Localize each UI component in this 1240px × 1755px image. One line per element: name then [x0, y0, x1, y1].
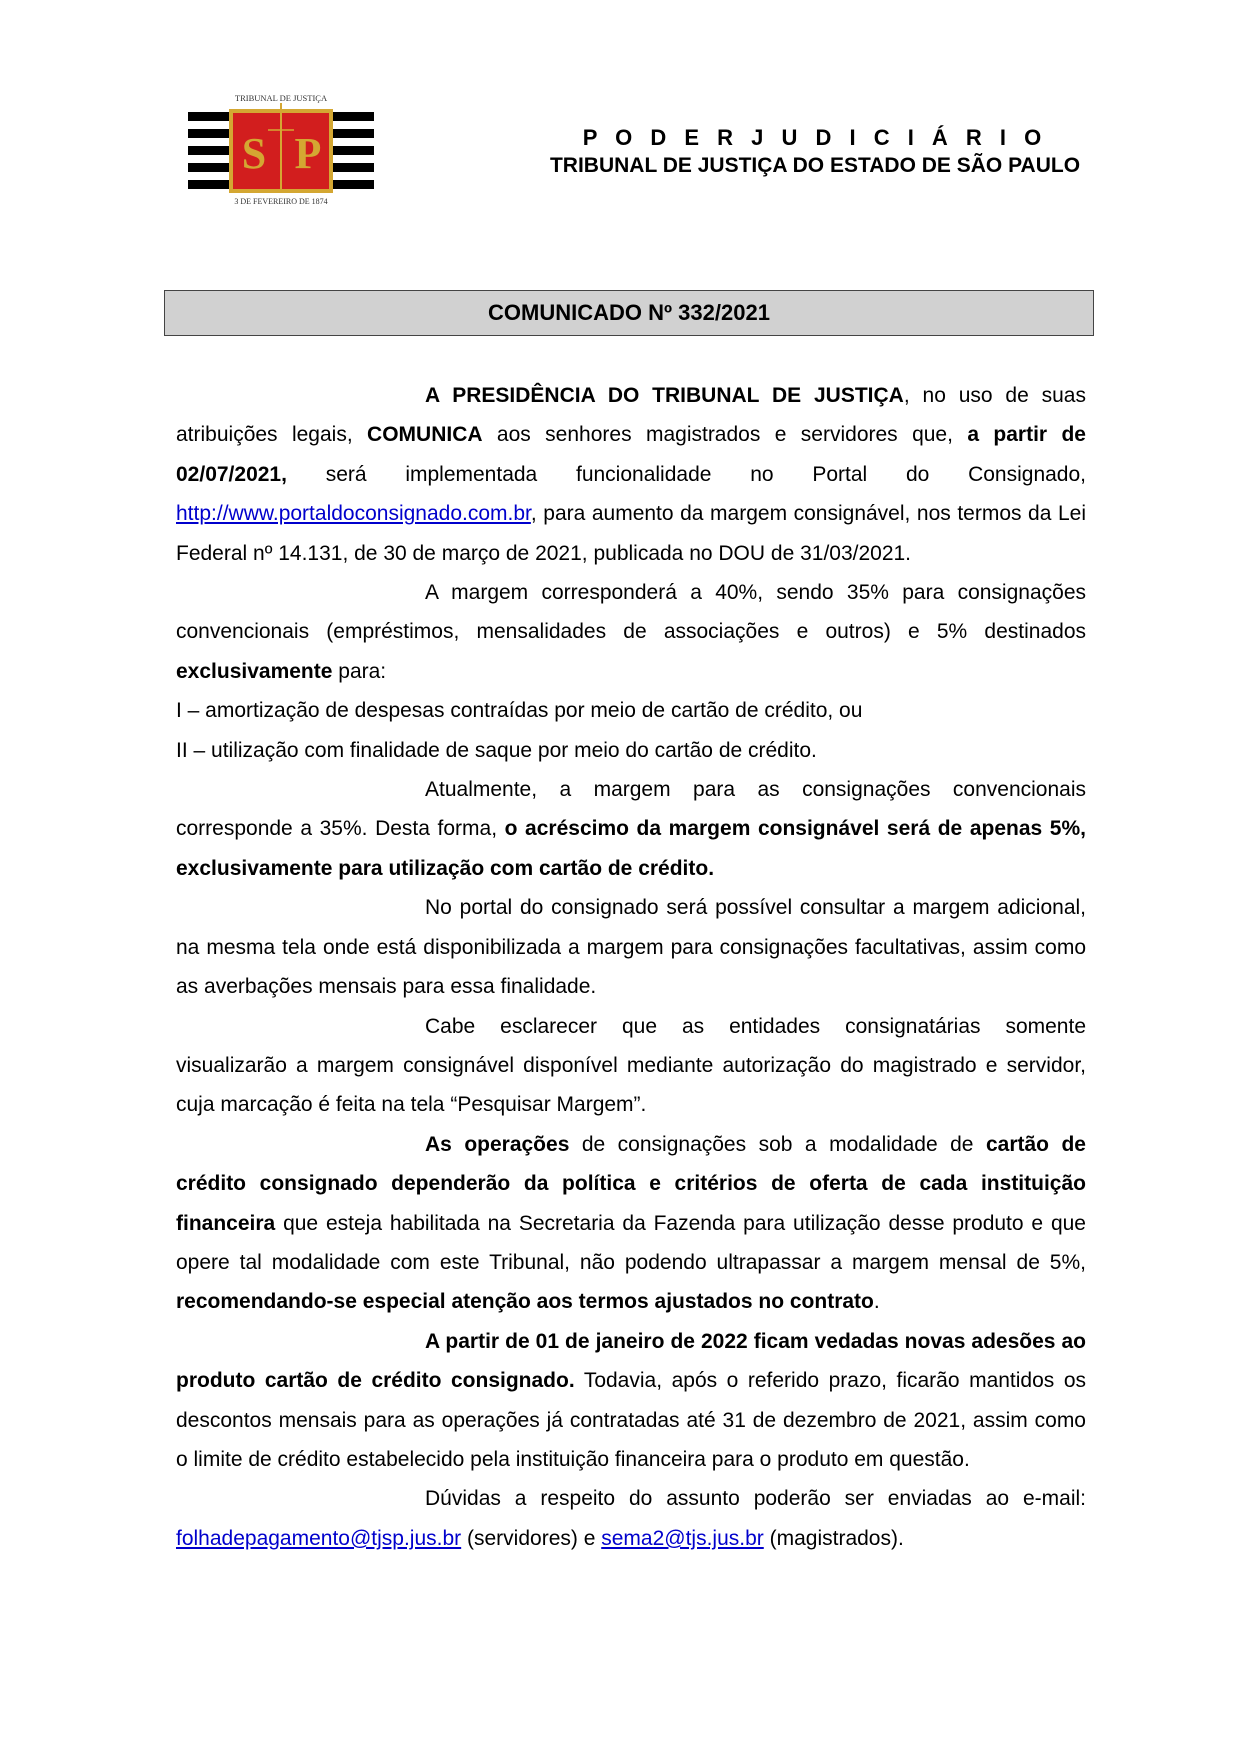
paragraph-8 [176, 1479, 1086, 1558]
p7-bold-1: A partir de 01 de janeiro de 2022 ficam vedadas novas adesões ao produto cartão de crédito consignado. [176, 1329, 1086, 1393]
logo-bottom-text: 3 DE FEVEREIRO DE 1874 [234, 197, 328, 206]
p7-text-1: Todavia, após o referido prazo, ficarão mantidos os descontos mensais para as operações já contratadas até 31 de dezembro de 2021, assim como o limite de crédito estabelecido pela instituição financeira para o produto em questão. [176, 1369, 1086, 1471]
p6-text-1: de consignações sob a modalidade de [569, 1132, 986, 1156]
p1-text-1: , no uso de suas atribuições legais, [176, 384, 1086, 447]
p8-text-2: (servidores) e [461, 1526, 602, 1550]
p3-bold-1: o acréscimo da margem consignável será de apenas 5%, exclusivamente para utilização com cartão de crédito. [176, 817, 1086, 880]
p2-bold-1: exclusivamente [176, 659, 333, 683]
paragraph-7 [176, 1322, 1086, 1480]
p1-text-2: aos senhores magistrados e servidores que, [482, 423, 968, 447]
p6-bold-3: recomendando-se especial atenção aos termos ajustados no contrato [176, 1290, 874, 1314]
email-link-magistrados[interactable]: sema2@tjs.jus.br [601, 1526, 764, 1550]
paragraph-4: No portal do consignado será possível consultar a margem adicional, na mesma tela onde está disponibilizada a margem para consignações facultativas, assim como as averbações mensais para essa finalidade. [176, 896, 1086, 999]
document-title: COMUNICADO Nº 332/2021 [488, 300, 770, 325]
paragraph-3 [176, 770, 1086, 888]
logo-letter-p: P [294, 129, 322, 178]
p6-bold-2: cartão de crédito consignado dependerão da política e critérios de oferta de cada instituição financeira [176, 1132, 1086, 1235]
p6-bold-1: As operações [425, 1132, 570, 1156]
p1-bold-2: COMUNICA [367, 423, 483, 447]
paragraph-2 [176, 573, 1086, 691]
p3-text-1: Atualmente, a margem para as consignações convencionais corresponde a 35%. Desta forma, [176, 778, 1086, 841]
title-box [164, 290, 1094, 336]
p6-text-2: que esteja habilitada na Secretaria da Fazenda para utilização desse produto e que opere tal modalidade com este Tribunal, não podendo ultrapassar a margem mensal de 5%, [176, 1211, 1086, 1274]
p1-bold-1: A PRESIDÊNCIA DO TRIBUNAL DE JUSTIÇA [425, 384, 904, 407]
p2-text-2: para: [332, 659, 387, 683]
p2-text-1: A margem corresponderá a 40%, sendo 35% para consignações convencionais (empréstimos, mensalidades de associações e outros) e 5% destinados [176, 581, 1086, 644]
document-body [176, 376, 1086, 1558]
paragraph-1 [176, 376, 1086, 573]
header-line2: TRIBUNAL DE JUSTIÇA DO ESTADO DE SÃO PAULO [549, 154, 1081, 177]
p8-text-3: (magistrados). [763, 1526, 904, 1550]
email-link-servidores[interactable]: folhadepagamento@tjsp.jus.br [176, 1526, 462, 1550]
p1-bold-3: a partir de 02/07/2021, [176, 423, 1086, 486]
portal-link[interactable]: http://www.portaldoconsignado.com.br [176, 502, 531, 526]
p8-text-1: Dúvidas a respeito do assunto poderão ser enviadas ao e-mail: [425, 1487, 1086, 1511]
list-item-1: I – amortização de despesas contraídas por meio de cartão de crédito, ou [176, 699, 863, 723]
paragraph-5: Cabe esclarecer que as entidades consignatárias somente visualizarão a margem consignável disponível mediante autorização do magistrado e servidor, cuja marcação é feita na tela “Pesquisar Margem”. [176, 1014, 1086, 1117]
paragraph-6 [176, 1125, 1086, 1322]
page-header [470, 124, 1160, 180]
p1-text-3: será implementada funcionalidade no Portal do Consignado, [286, 462, 1086, 486]
p6-text-3: . [873, 1290, 880, 1314]
logo-letter-s: S [241, 129, 267, 178]
p1-text-4: , para aumento da margem consignável, nos termos da Lei Federal nº 14.131, de 30 de março de 2021, publicada no DOU de 31/03/2021. [176, 502, 1086, 565]
logo-top-text: TRIBUNAL DE JUSTIÇA [234, 93, 328, 103]
header-line1: P O D E R J U D I C I Á R I O [582, 125, 1048, 150]
tjsp-logo [188, 92, 374, 210]
list-item-2: II – utilização com finalidade de saque por meio do cartão de crédito. [176, 738, 817, 762]
